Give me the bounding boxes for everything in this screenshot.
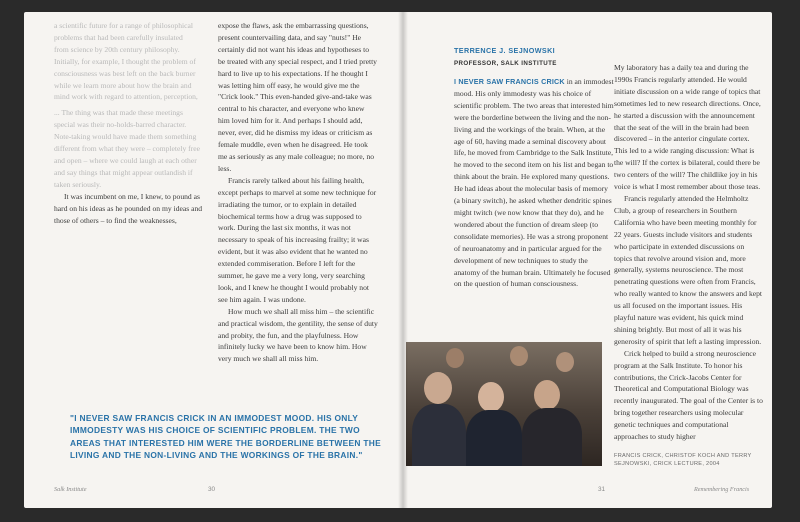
author-name: TERRENCE J. SEJNOWSKI (454, 46, 556, 55)
lead-in: I NEVER SAW FRANCIS CRICK (454, 77, 565, 86)
faded-line: Initially, for example, I thought the problem of (54, 56, 196, 66)
person-head (446, 348, 464, 368)
faded-line: consciousness was best left on the back burner (54, 68, 196, 78)
event-photo (406, 342, 602, 466)
person-head (556, 352, 574, 372)
right-column-1 (454, 76, 614, 290)
person-body (522, 408, 582, 466)
page-footer-title: Remembering Francis (694, 486, 750, 493)
body-paragraph: How much we shall all miss him – the scientific and practical wisdom, the gentility, the sense of duty and probity, the fun, and the playfulness. How infinitely lucky we have been to know him. How very much we shall all miss him. (218, 306, 378, 364)
left-page (24, 12, 402, 508)
faded-line: mind work with regard to attention, perception, (54, 92, 198, 102)
faded-line: while we learn more about how the brain and (54, 80, 192, 90)
body-paragraph: ... The thing was that made these meetings special was their no-holds-barred character. Note-taking would have made them something different from what they were – completely free and open – where we could laugh at each other and say things that might appear outlandish if taken seriously. (54, 108, 200, 189)
person-body (412, 404, 466, 466)
body-paragraph: Francis regularly attended the Helmholtz Club, a group of researchers in Southern California who have been meeting monthly for 22 years. Guests include visitors and students who participate in extended discussions on topics that revolve around vision and, more generally, systems neuroscience. The most penetrating questions were often from Francis, who really wanted to know the answers and kept us all focused on the important issues. His playful nature was evident, his quick mind shining brightly. But most of all it was his generosity of spirit that left a lasting impression. (614, 193, 763, 346)
person-head (534, 380, 560, 410)
author-title: PROFESSOR, SALK INSTITUTE (454, 60, 557, 67)
faded-line: from science by 20th century philosophy. (54, 44, 180, 54)
right-column-2 (614, 62, 764, 443)
page-number: 31 (598, 486, 606, 493)
body-paragraph: Francis rarely talked about his failing health, except perhaps to marvel at some new technique for irradiating the tumor, or to explain in detailed biochemical terms how a drug was supposed to work. During the last six months, it was not necessary to speak of his increasing frailty; it was evident, but it was also evident that he wanted no extended commiseration. Before I left for the summer, he gave me a very long, very searching look, and I knew he thought I would probably not see him again. I was undone. (218, 175, 377, 304)
person-head (510, 346, 528, 366)
body-paragraph: It was incumbent on me, I knew, to pound as hard on his ideas as he pounded on my ideas and those of others – to find the weaknesses, (54, 191, 203, 225)
body-text: in an immodest mood. His only immodesty was his choice of scientific problem. The two areas that interested him were the borderline between the living and the non-living and the workings of the brain. When, at the age of 60, having made a seminal discovery about life, he moved from Cambridge to the Salk Institute, he moved to the second item on his list and began to think about the brain. He explored many questions. He had ideas about the molecular basis of memory (a binary switch), he asked whether dendritic spines might twitch (we now know that they do), and he wondered about the function of dream sleep (to consolidate memories). He was a strong proponent of neuroanatomy and in particular argued for the development of new techniques to study the anatomy of the human brain. Ultimately he focused on the question of human consciousness. (454, 77, 614, 289)
pull-quote: "I NEVER SAW FRANCIS CRICK IN AN IMMODEST MOOD. HIS ONLY IMMODESTY WAS HIS CHOICE OF SCIENTIFIC PROBLEM. THE TWO AREAS THAT INTERESTED HIM WERE THE BORDERLINE BETWEEN THE LIVING AND THE NON-LIVING AND THE WORKINGS OF THE BRAIN." (70, 413, 382, 461)
faded-line: problems that had been carefully insulated (54, 32, 183, 42)
right-page (402, 12, 772, 508)
person-head (478, 382, 504, 412)
body-paragraph: expose the flaws, ask the embarrassing questions, present countervailing data, and say "nuts!" He certainly did not want his ideas and hypotheses to be treated with any special respect, and I tried pretty hard to live up to his expectations. If he thought I was letting him off easy, he would give me the "Crick look." This even-handed give-and-take was central to his character, and everyone who knew him loved him for it. And perhaps I should add, never, ever, did he dismiss my ideas or criticism as female muddle, even when he disagreed. He took me as seriously as any male colleague; no more, no less. (218, 21, 377, 173)
body-paragraph (454, 76, 614, 290)
person-head (424, 372, 452, 404)
person-body (466, 410, 522, 466)
body-paragraph: My laboratory has a daily tea and during the 1990s Francis regularly attended. He would initiate discussion on a wide range of topics that sometimes led to new research directions. Once, he started a discussion with the announcement that the seat of the will in the brain had been discovered – in the anterior cingulate cortex. This led to a wide ranging discussion: What is the will? If the cortex is bilateral, could there be two centers of the will? The childlike joy in his voice is what I most remember about those teas. (614, 63, 761, 192)
left-column-2 (218, 20, 378, 365)
faded-text (54, 20, 204, 103)
faded-line: a scientific future for a range of philosophical (54, 21, 193, 30)
page-number: 30 (208, 486, 216, 493)
left-column-1 (54, 20, 204, 226)
body-paragraph: Crick helped to build a strong neuroscience program at the Salk Institute. To honor his contributions, the Crick-Jacobs Center for Theoretical and Computational Biology was recently inaugurated. The goal of the Center is to bring together researchers using molecular genetic techniques and computational approaches to study higher (614, 348, 763, 442)
book-gutter (398, 12, 408, 508)
page-footer-title: Salk Institute (54, 486, 87, 493)
photo-caption: FRANCIS CRICK, CHRISTOF KOCH AND TERRY SEJNOWSKI, CRICK LECTURE, 2004 (614, 453, 752, 467)
